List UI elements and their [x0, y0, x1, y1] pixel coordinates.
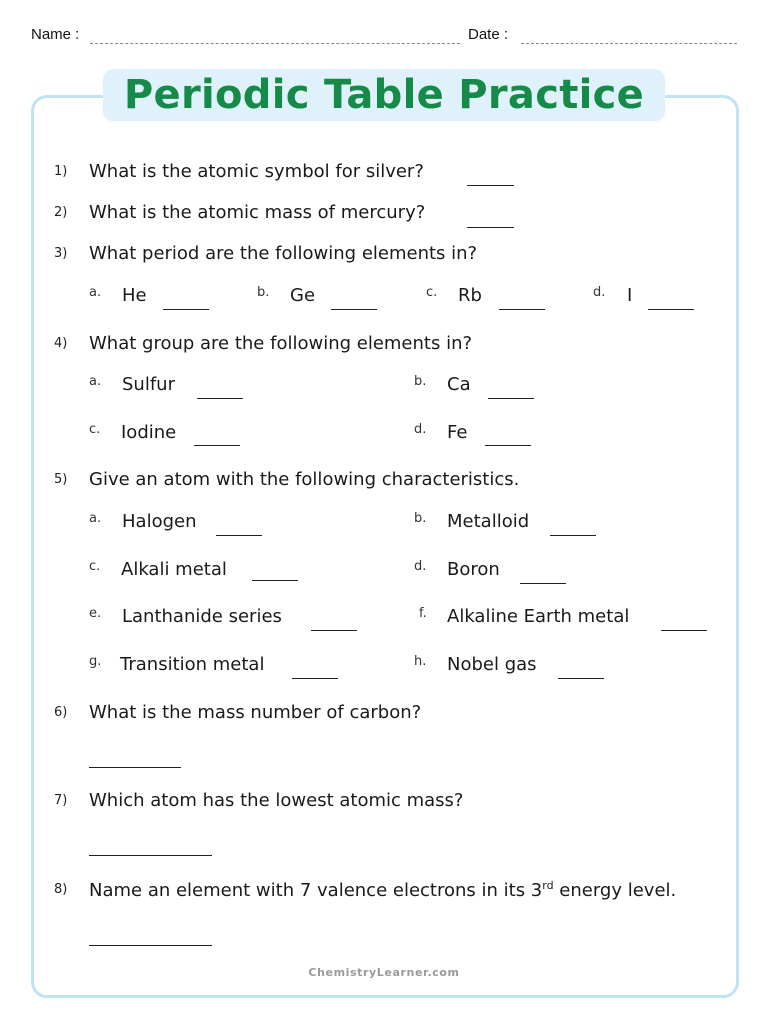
- option-text: Rb: [458, 285, 482, 306]
- answer-blank[interactable]: [661, 630, 707, 631]
- title-banner: [103, 69, 665, 121]
- answer-blank[interactable]: [467, 227, 514, 228]
- question-number: 3): [54, 246, 68, 261]
- answer-blank[interactable]: [485, 445, 531, 446]
- option-letter: g.: [89, 654, 102, 669]
- answer-blank[interactable]: [520, 583, 566, 584]
- option-text: Lanthanide series: [122, 606, 282, 627]
- worksheet-card: [31, 95, 739, 998]
- answer-blank[interactable]: [550, 535, 596, 536]
- answer-blank[interactable]: [216, 535, 262, 536]
- answer-blank[interactable]: [292, 678, 338, 679]
- option-letter: c.: [89, 422, 101, 437]
- option-letter: e.: [89, 606, 102, 621]
- option-letter: d.: [414, 559, 427, 574]
- answer-blank[interactable]: [467, 185, 514, 186]
- answer-blank[interactable]: [331, 309, 377, 310]
- answer-blank[interactable]: [558, 678, 604, 679]
- question-text: Give an atom with the following characteristics.: [89, 469, 520, 490]
- answer-blank[interactable]: [648, 309, 694, 310]
- question-text: Which atom has the lowest atomic mass?: [89, 790, 464, 811]
- answer-blank[interactable]: [194, 445, 240, 446]
- worksheet-header: [0, 26, 768, 50]
- question-text: [89, 879, 676, 901]
- question-text: What period are the following elements in?: [89, 243, 478, 264]
- question-number: 1): [54, 164, 68, 179]
- question-number: 6): [54, 705, 68, 720]
- question-number: 5): [54, 472, 68, 487]
- option-text: Boron: [447, 559, 500, 580]
- option-text: Alkaline Earth metal: [447, 606, 630, 627]
- option-letter: a.: [89, 374, 102, 389]
- option-letter: b.: [257, 285, 270, 300]
- question-text-part: Name an element with 7 valence electrons in its 3: [89, 880, 543, 901]
- option-text: I: [627, 285, 633, 306]
- answer-line[interactable]: [89, 767, 181, 768]
- name-field[interactable]: [90, 43, 460, 44]
- option-text: Ge: [290, 285, 316, 306]
- option-letter: b.: [414, 511, 427, 526]
- option-text: Alkali metal: [121, 559, 227, 580]
- option-text: Metalloid: [447, 511, 530, 532]
- answer-blank[interactable]: [499, 309, 545, 310]
- option-letter: d.: [593, 285, 606, 300]
- question-number: 2): [54, 205, 68, 220]
- option-letter: h.: [414, 654, 427, 669]
- question-number: 7): [54, 793, 68, 808]
- name-label: Name :: [31, 26, 80, 43]
- option-letter: c.: [426, 285, 438, 300]
- option-letter: a.: [89, 511, 102, 526]
- answer-blank[interactable]: [252, 580, 298, 581]
- question-text-part: energy level.: [553, 880, 677, 901]
- answer-blank[interactable]: [488, 398, 534, 399]
- site-credit: ChemistryLearner.com: [308, 966, 460, 979]
- option-text: Fe: [447, 422, 468, 443]
- question-text: What is the atomic symbol for silver?: [89, 161, 424, 182]
- answer-blank[interactable]: [311, 630, 357, 631]
- ordinal-suffix: rd: [542, 879, 554, 892]
- answer-line[interactable]: [89, 945, 212, 946]
- option-letter: b.: [414, 374, 427, 389]
- date-label: Date :: [468, 26, 509, 43]
- option-letter: d.: [414, 422, 427, 437]
- answer-line[interactable]: [89, 855, 212, 856]
- question-text: What is the atomic mass of mercury?: [89, 202, 426, 223]
- answer-blank[interactable]: [197, 398, 243, 399]
- question-number: 8): [54, 882, 68, 897]
- option-letter: c.: [89, 559, 101, 574]
- option-text: Iodine: [121, 422, 177, 443]
- option-text: Sulfur: [122, 374, 175, 395]
- answer-blank[interactable]: [163, 309, 209, 310]
- question-text: What is the mass number of carbon?: [89, 702, 422, 723]
- page-title: Periodic Table Practice: [123, 72, 645, 118]
- option-letter: f.: [419, 606, 427, 621]
- option-text: Ca: [447, 374, 471, 395]
- option-text: Transition metal: [120, 654, 265, 675]
- date-field[interactable]: [521, 43, 737, 44]
- question-number: 4): [54, 336, 68, 351]
- option-text: Halogen: [122, 511, 197, 532]
- question-text: What group are the following elements in?: [89, 333, 473, 354]
- option-text: Nobel gas: [447, 654, 537, 675]
- option-letter: a.: [89, 285, 102, 300]
- option-text: He: [122, 285, 147, 306]
